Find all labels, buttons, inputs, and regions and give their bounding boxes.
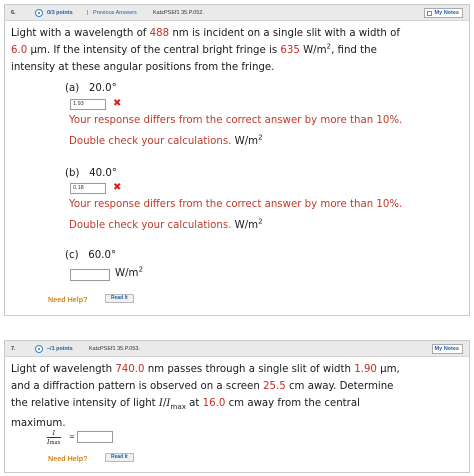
question-line: maximum.	[11, 418, 66, 430]
question-number: 6.	[11, 10, 16, 16]
question-7-text	[5, 361, 469, 432]
need-help-label: Need Help?	[48, 454, 88, 463]
previous-answers-link[interactable]: Previous Answers	[93, 10, 137, 16]
part-a-answer-input[interactable]: 1.93	[70, 99, 106, 110]
question-line: Light with a wavelength of 488 nm is incident on a single slit with a width of	[11, 28, 400, 39]
question-line: Light of wavelength 740.0 nm passes through a single slit of width 1.90 μm,	[11, 364, 400, 375]
my-notes-button[interactable]	[432, 344, 463, 354]
question-line: the relative intensity of light $I/I_{max}$ at 16.0 cm away from the central	[11, 398, 360, 412]
question-line: and a diffraction pattern is observed on a screen 25.5 cm away. Determine	[11, 381, 394, 392]
read-it-button[interactable]: Read It	[105, 294, 134, 303]
part-b-heading: (b) 40.0°	[65, 168, 117, 179]
separator: |	[87, 10, 89, 16]
question-6-text	[5, 25, 469, 76]
question-line: intensity at these angular positions from the fringe.	[11, 62, 275, 73]
equals-sign: =	[69, 433, 75, 441]
part-c-answer-input[interactable]	[70, 269, 110, 281]
screen-distance-value: 25.5	[263, 381, 286, 392]
question-id: KatzPSEf1 35.P.053.	[89, 346, 140, 352]
read-it-button[interactable]: Read It	[105, 453, 134, 462]
part-a-heading: (a) 20.0°	[65, 83, 117, 94]
slit-width-value: 1.90	[354, 364, 377, 375]
part-a-feedback: Your response differs from the correct answer by more than 10%. Double check your calculations. $W/m^2$	[69, 115, 403, 147]
incorrect-icon: ✖	[113, 182, 122, 193]
part-c-heading: (c) 60.0°	[65, 250, 117, 261]
ratio-answer-input[interactable]	[77, 431, 113, 443]
intensity-value: 635	[280, 45, 300, 56]
points-label: 0/3 points	[47, 10, 73, 16]
question-7	[4, 340, 470, 473]
slit-width-value: 6.0	[11, 45, 28, 56]
my-notes-button[interactable]	[424, 8, 463, 18]
part-c-unit: $W/m^2$	[115, 264, 143, 279]
question-6-header	[5, 5, 469, 21]
question-line: 6.0 μm. If the intensity of the central bright fringe is 635 $W/m^2$, find the	[11, 41, 377, 56]
question-7-header	[5, 341, 469, 357]
submission-status-icon[interactable]	[35, 9, 43, 17]
wavelength-value: 740.0	[115, 364, 145, 375]
wavelength-value: 488	[149, 28, 170, 39]
question-6	[4, 4, 470, 316]
points-label: –/1 points	[47, 346, 73, 352]
my-notes-label: My Notes	[434, 10, 459, 16]
need-help-label: Need Help?	[48, 295, 88, 304]
position-value: 16.0	[202, 398, 226, 409]
incorrect-icon: ✖	[113, 98, 122, 109]
part-b-answer-input[interactable]: 0.18	[70, 183, 106, 194]
question-id: KatzPSEf1 35.P.052.	[153, 10, 204, 16]
part-b-feedback: Your response differs from the correct answer by more than 10%. Double check your calculations. $W/m^2$	[69, 199, 403, 231]
notes-checkbox-icon[interactable]	[427, 11, 432, 16]
my-notes-label: My Notes	[434, 346, 459, 352]
question-number: 7.	[11, 346, 16, 352]
intensity-ratio-fraction: I Imax	[47, 429, 61, 446]
submission-status-icon[interactable]	[35, 345, 43, 353]
